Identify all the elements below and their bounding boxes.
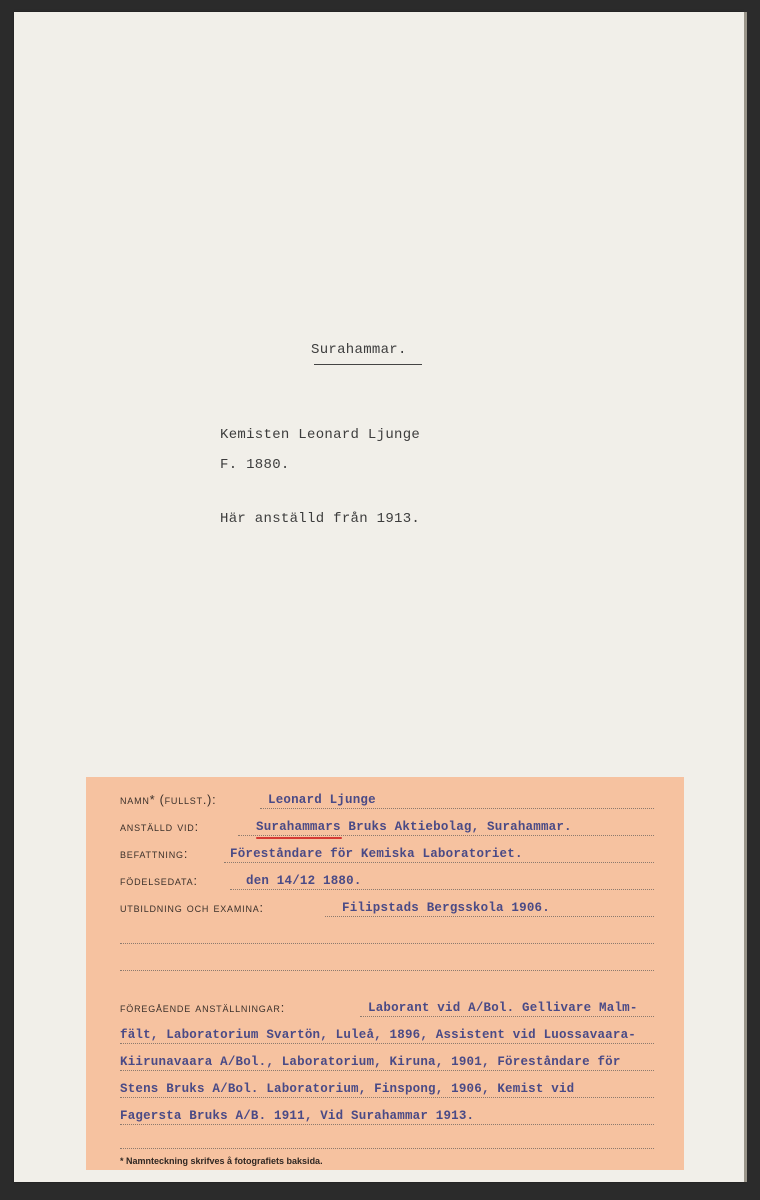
heading-underline [314,364,422,365]
previous-line-4: Stens Bruks A/Bol. Laboratorium, Finspong, 1906, Kemist vid [120,1082,575,1096]
previous-line-3: Kiirunavaara A/Bol., Laboratorium, Kiruna, 1901, Föreståndare för [120,1055,621,1069]
dotted-line [120,1043,654,1044]
name-row [120,789,654,811]
person-line: Kemisten Leonard Ljunge [220,427,421,443]
education-label: utbildning och examina: [120,901,264,915]
education-value: Filipstads Bergsskola 1906. [342,901,550,915]
dotted-line [224,862,654,863]
red-underline [256,837,342,839]
previous-row [120,1078,654,1100]
blank-row [120,924,654,946]
blank-row [120,1129,654,1151]
document-heading: Surahammar. [311,342,407,358]
scan-edge [744,12,747,1182]
position-row [120,843,654,865]
blank-row [120,951,654,973]
previous-row [120,1051,654,1073]
birth-year-line: F. 1880. [220,457,290,473]
dotted-line [360,1016,654,1017]
name-value: Leonard Ljunge [268,793,376,807]
previous-row [120,1024,654,1046]
previous-line-1: Laborant vid A/Bol. Gellivare Malm- [368,1001,638,1015]
employer-value: Surahammars Bruks Aktiebolag, Surahammar. [256,820,572,834]
previous-row [120,1105,654,1127]
position-label: befattning: [120,847,189,861]
position-value: Föreståndare för Kemiska Laboratoriet. [230,847,523,861]
employment-line: Här anställd från 1913. [220,511,421,527]
previous-row [120,997,654,1019]
dotted-line [260,808,654,809]
dotted-line [120,1097,654,1098]
employer-row [120,816,654,838]
dotted-line [230,889,654,890]
name-label: namn* (fullst.): [120,793,217,807]
dotted-line [238,835,654,836]
employee-card [86,777,684,1170]
dotted-line [120,1070,654,1071]
birth-value: den 14/12 1880. [246,874,362,888]
dotted-line [120,1124,654,1125]
previous-line-2: fält, Laboratorium Svartön, Luleå, 1896, Assistent vid Luossavaara- [120,1028,636,1042]
birth-label: födelsedata: [120,874,198,888]
dotted-line [325,916,654,917]
previous-label: föregående anställningar: [120,1001,285,1015]
previous-line-5: Fagersta Bruks A/B. 1911, Vid Surahammar 1913. [120,1109,475,1123]
birth-row [120,870,654,892]
employer-label: anställd vid: [120,820,199,834]
footnote: * Namnteckning skrifves å fotografiets baksida. [120,1156,323,1166]
education-row [120,897,654,919]
dotted-line [120,970,654,971]
dotted-line [120,1148,654,1149]
dotted-line [120,943,654,944]
